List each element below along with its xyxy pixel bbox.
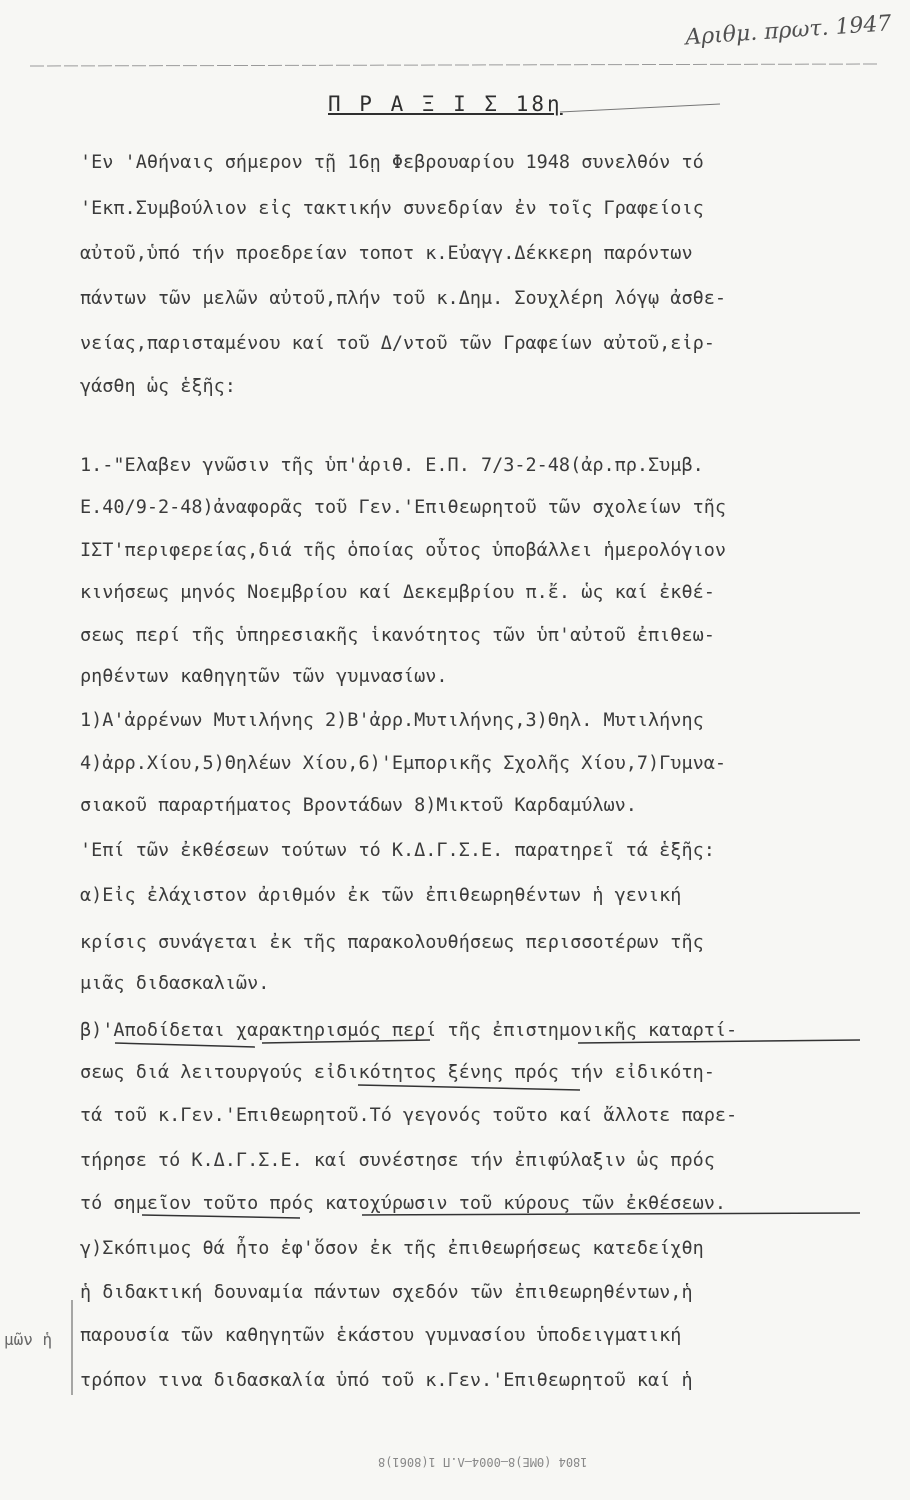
text-line: κρίσις συνάγεται ἐκ τῆς παρακολουθήσεως περισσοτέρων τῆς (80, 932, 704, 953)
text-line: σεως περί τῆς ὑπηρεσιακῆς ἱκανότητος τῶν ὑπ'αὐτοῦ ἐπιθεω- (80, 625, 715, 646)
text-line: παρουσία τῶν καθηγητῶν ἑκάστου γυμνασίου ὑποδειγματική (80, 1325, 682, 1346)
text-line: β)'Αποδίδεται χαρακτηρισμός περί τῆς ἐπιστημονικῆς καταρτί- (80, 1020, 738, 1041)
text-line: 'Επί τῶν ἐκθέσεων τούτων τό Κ.Δ.Γ.Σ.Ε. παρατηρεῖ τά ἑξῆς: (80, 840, 715, 861)
text-line: 'Εν 'Αθήναις σήμερον τῇ 16ῃ Φεβρουαρίου 1948 συνελθόν τό (80, 152, 704, 173)
text-line: νείας,παρισταμένου καί τοῦ Δ/ντοῦ τῶν Γραφείων αὐτοῦ,εἰρ- (80, 333, 715, 354)
text-line: 1)Α'ἀρρένων Μυτιλήνης 2)Β'ἀρρ.Μυτιλήνης,3)Θηλ. Μυτιλήνης (80, 710, 704, 731)
text-line: γ)Σκόπιμος θά ἦτο ἐφ'ὅσον ἐκ τῆς ἐπιθεωρήσεως κατεδείχθη (80, 1238, 704, 1259)
text-line: ρηθέντων καθηγητῶν τῶν γυμνασίων. (80, 666, 448, 687)
text-line: Ε.40/9-2-48)ἀναφορᾶς τοῦ Γεν.'Επιθεωρητοῦ τῶν σχολείων τῆς (80, 497, 727, 518)
text-line: αὐτοῦ,ὑπό τήν προεδρείαν τοποτ κ.Εὐαγγ.Δέκκερη παρόντων (80, 243, 693, 264)
text-line: 1.-"Ελαβεν γνῶσιν τῆς ὑπ'ἀριθ. Ε.Π. 7/3-2-48(ἀρ.πρ.Συμβ. (80, 455, 704, 476)
text-line: ΙΣΤ'περιφερείας,διά τῆς ὁποίας οὗτος ὑποβάλλει ἡμερολόγιον (80, 540, 727, 561)
text-line: μιᾶς διδασκαλιῶν. (80, 973, 270, 994)
text-line: τό σημεῖον τοῦτο πρός κατοχύρωσιν τοῦ κύρους τῶν ἐκθέσεων. (80, 1193, 727, 1214)
print-footer: 1804 (ΘΜΕ)8—0004—Λ.Π 1(8061)8 (378, 1455, 588, 1469)
text-line: 'Εκπ.Συμβούλιον εἰς τακτικήν συνεδρίαν ἐν τοῖς Γραφείοις (80, 198, 704, 219)
text-line: τά τοῦ κ.Γεν.'Επιθεωρητοῦ.Τό γεγονός τοῦτο καί ἄλλοτε παρε- (80, 1105, 738, 1126)
text-line: γάσθη ὡς ἑξῆς: (80, 376, 236, 397)
text-line: ἡ διδακτική δουναμία πάντων σχεδόν τῶν ἐπιθεωρηθέντων,ἡ (80, 1282, 693, 1303)
text-line: σεως διά λειτουργούς εἰδικότητος ξένης πρός τήν εἰδικότη- (80, 1062, 715, 1083)
text-line: τρόπον τινα διδασκαλία ὑπό τοῦ κ.Γεν.'Επιθεωρητοῦ καί ἡ (80, 1370, 693, 1391)
document-title: Π Ρ Α Ξ Ι Σ 18η (328, 92, 563, 116)
text-line: πάντων τῶν μελῶν αὐτοῦ,πλήν τοῦ κ.Δημ. Σουχλέρη λόγῳ ἀσθε- (80, 288, 727, 309)
text-line: 4)ἀρρ.Χίου,5)Θηλέων Χίου,6)'Εμπορικῆς Σχολῆς Χίου,7)Γυμνα- (80, 753, 727, 774)
margin-note: μῶν ἡ (4, 1330, 53, 1349)
text-line: κινήσεως μηνός Νοεμβρίου καί Δεκεμβρίου π.ἔ. ὡς καί ἐκθέ- (80, 582, 715, 603)
text-line: σιακοῦ παραρτήματος Βροντάδων 8)Μικτοῦ Καρδαμύλων. (80, 795, 637, 816)
handwritten-protocol-note: Αριθμ. πρωτ. 1947 (684, 11, 893, 51)
text-line: α)Εἰς ἐλάχιστον ἀριθμόν ἐκ τῶν ἐπιθεωρηθέντων ἡ γενική (80, 885, 682, 906)
text-line: τήρησε τό Κ.Δ.Γ.Σ.Ε. καί συνέστησε τήν ἐπιφύλαξιν ὡς πρός (80, 1150, 715, 1171)
